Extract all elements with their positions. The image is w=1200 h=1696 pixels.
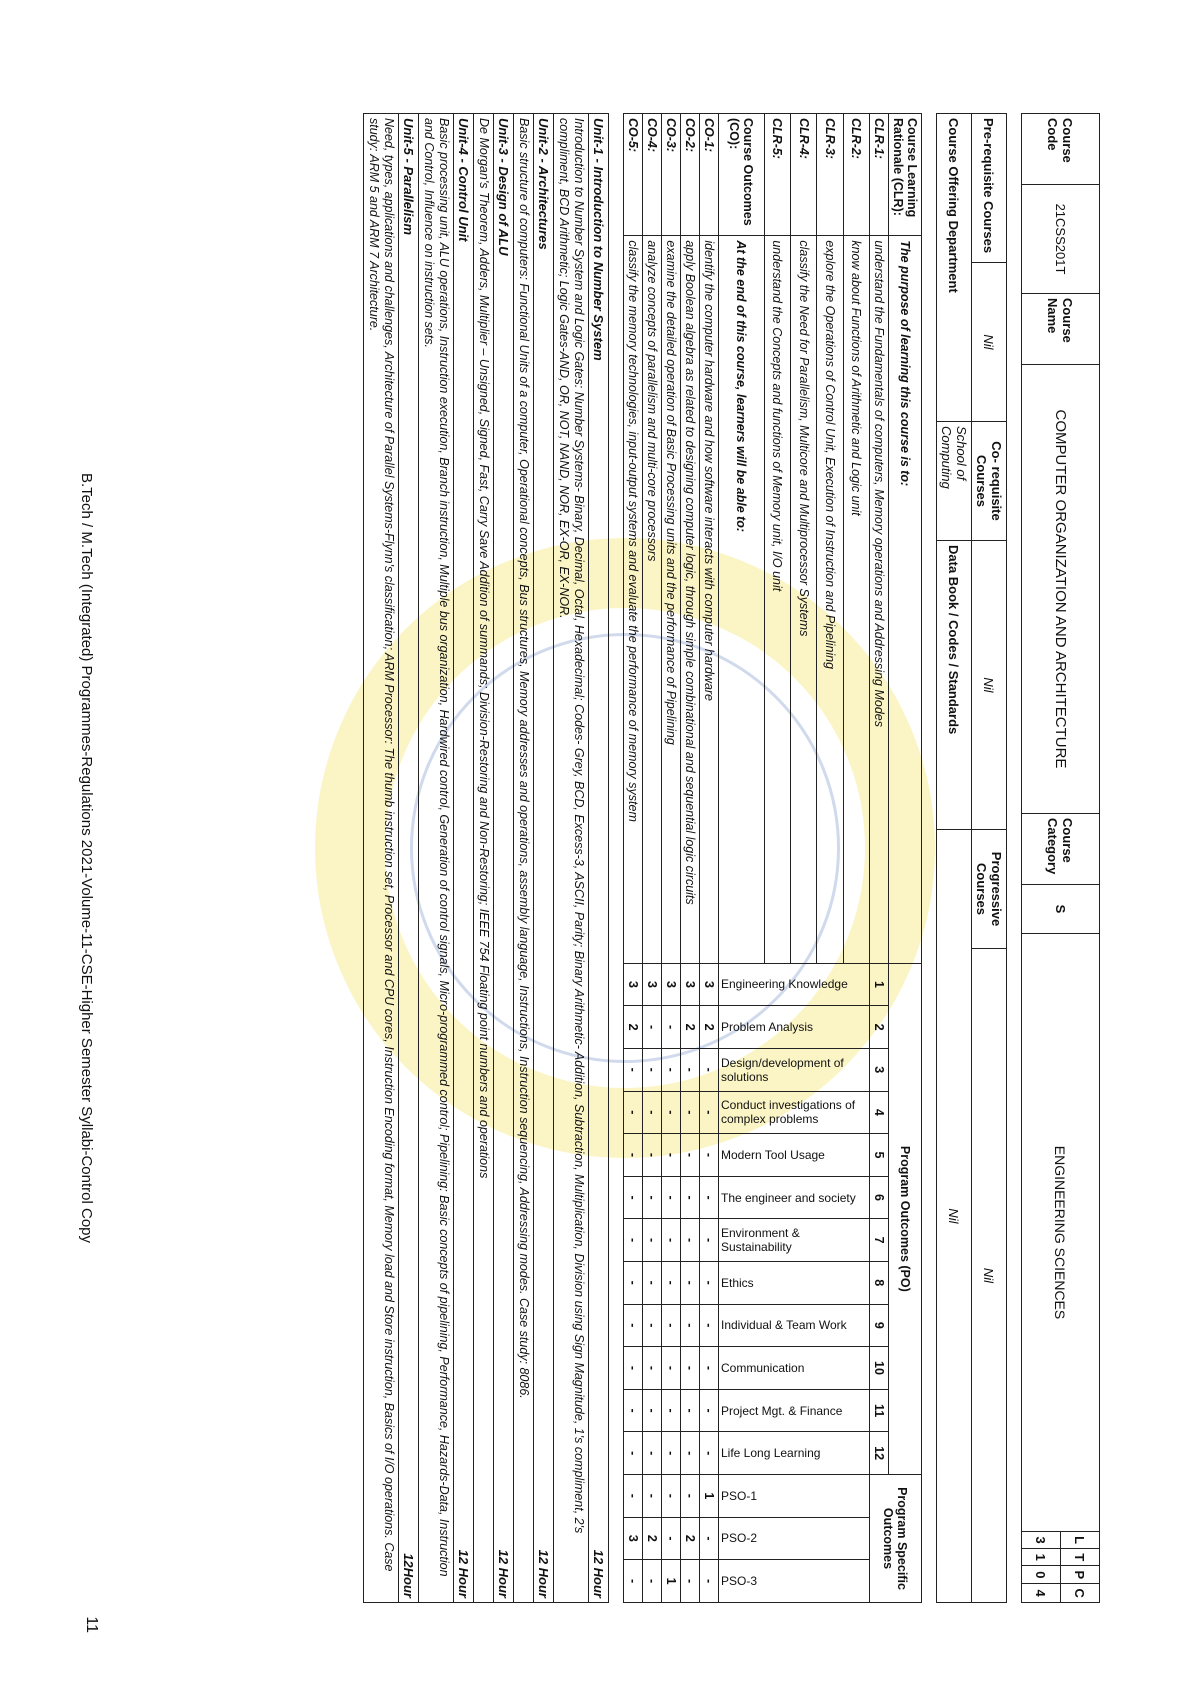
- co-po-value: -: [700, 1048, 719, 1091]
- unit-header: [589, 114, 609, 1603]
- pso-name: PSO-2: [719, 1517, 870, 1560]
- po-number: 12: [870, 1432, 889, 1475]
- co-code: CO-2:: [681, 114, 700, 236]
- co-po-value: 2: [624, 1006, 643, 1049]
- co-po-value: -: [681, 1219, 700, 1262]
- unit-header: [399, 114, 419, 1603]
- co-pso-value: -: [643, 1474, 662, 1517]
- co-po-value: -: [662, 1432, 681, 1475]
- course-header-table: [1021, 113, 1100, 1603]
- po-name: Ethics: [719, 1261, 870, 1304]
- pso-title: Program Specific Outcomes: [870, 1474, 922, 1602]
- co-po-value: -: [700, 1176, 719, 1219]
- prereq-label: Pre-requisite Courses: [972, 114, 1007, 263]
- co-po-value: -: [700, 1261, 719, 1304]
- co-po-value: -: [662, 1091, 681, 1134]
- co-po-value: 2: [681, 1006, 700, 1049]
- co-po-value: 3: [624, 963, 643, 1006]
- syllabus-document: [363, 113, 1100, 1603]
- ltpc-value-c: 4: [1033, 1589, 1049, 1597]
- unit-title: Unit-4 - Control Unit: [456, 118, 471, 242]
- ltpc-block: [1022, 1532, 1100, 1603]
- po-name: Project Mgt. & Finance: [719, 1389, 870, 1432]
- clr-code: CLR-2:: [843, 114, 869, 236]
- po-number: 10: [870, 1347, 889, 1390]
- course-name-label: Course Name: [1022, 294, 1100, 365]
- unit-hours: 12 Hour: [496, 1549, 511, 1598]
- co-row: [700, 114, 719, 1603]
- course-name: COMPUTER ORGANIZATION AND ARCHITECTURE: [1022, 365, 1100, 814]
- co-po-value: -: [681, 1091, 700, 1134]
- co-po-value: 3: [662, 963, 681, 1006]
- category-name: ENGINEERING SCIENCES: [1022, 934, 1100, 1532]
- units-table: [363, 113, 609, 1603]
- co-code: CO-4:: [643, 114, 662, 236]
- co-po-value: -: [643, 1006, 662, 1049]
- po-name: Communication: [719, 1347, 870, 1390]
- coreq-value: Nil: [972, 541, 1007, 830]
- co-po-value: -: [662, 1176, 681, 1219]
- ltpc-value-l: 3: [1022, 1532, 1061, 1549]
- co-po-value: -: [643, 1048, 662, 1091]
- co-pso-value: 3: [624, 1517, 643, 1560]
- page-number: 11: [83, 1616, 100, 1633]
- co-pso-value: -: [624, 1474, 643, 1517]
- unit-header-row: [399, 114, 419, 1603]
- co-po-value: -: [624, 1261, 643, 1304]
- unit-header-row: [534, 114, 554, 1603]
- co-code: CO-5:: [624, 114, 643, 236]
- clr-code: CLR-5:: [764, 114, 790, 236]
- co-po-value: -: [700, 1134, 719, 1177]
- co-label: Course Outcomes (CO):: [719, 114, 765, 236]
- co-intro: At the end of this course, learners will be able to:: [719, 236, 765, 963]
- prereq-value: Nil: [972, 263, 1007, 422]
- co-row: [681, 114, 700, 1603]
- co-pso-value: -: [700, 1560, 719, 1603]
- databook-label: Data Book / Codes / Standards: [937, 541, 972, 830]
- ltpc-label-c: C: [1061, 1584, 1100, 1602]
- co-pso-value: -: [700, 1517, 719, 1560]
- unit-header: [454, 114, 474, 1603]
- po-number: 9: [870, 1304, 889, 1347]
- clr-label: Course Learning Rationale (CLR):: [889, 114, 922, 236]
- co-po-value: -: [643, 1176, 662, 1219]
- co-po-value: -: [643, 1219, 662, 1262]
- unit-body: Introduction to Number System and Logic Gates: Number Systems- Binary, Decimal, Octal, Hexadecimal; Codes- Grey, BCD, Excess-3, ASCII, Parity; Binary Arithmetic- Addition, Subtraction, Multiplication, Division using Sign Magnitude, 1's compliment, 2's compliment, BCD Arithmetic; Logic Gates-AND, OR, NOT, NAND, NOR, EX-OR, EX-NOR.: [554, 114, 589, 1603]
- course-category-label: Course Category: [1022, 814, 1100, 885]
- co-po-value: 3: [681, 963, 700, 1006]
- clr-code: CLR-4:: [791, 114, 817, 236]
- co-po-value: -: [624, 1389, 643, 1432]
- co-text: apply Boolean algebra as related to designing computer logic, through simple combinational and sequential logic circuits: [681, 236, 700, 963]
- progressive-value: Nil: [972, 949, 1007, 1603]
- clr-code: CLR-3:: [817, 114, 843, 236]
- co-po-value: -: [624, 1048, 643, 1091]
- co-po-value: -: [662, 1347, 681, 1390]
- rotated-document: [40, 33, 1160, 1663]
- co-pso-value: -: [662, 1517, 681, 1560]
- unit-hours: 12Hour: [401, 1553, 416, 1598]
- co-po-value: -: [643, 1134, 662, 1177]
- co-po-value: -: [624, 1219, 643, 1262]
- co-po-value: -: [700, 1219, 719, 1262]
- co-pso-value: -: [643, 1560, 662, 1603]
- clr-code: CLR-1:: [870, 114, 889, 236]
- clr-text: understand the Fundamentals of computers, Memory operations and Addressing Modes: [870, 236, 889, 963]
- unit-hours: 12 Hour: [456, 1549, 471, 1598]
- co-po-value: -: [643, 1432, 662, 1475]
- co-po-value: -: [700, 1432, 719, 1475]
- ltpc-label-p: P: [1061, 1566, 1100, 1584]
- po-number: 2: [870, 1006, 889, 1049]
- co-po-value: -: [624, 1304, 643, 1347]
- co-po-value: -: [700, 1389, 719, 1432]
- co-po-value: -: [662, 1304, 681, 1347]
- po-name: Individual & Team Work: [719, 1304, 870, 1347]
- unit-header: [534, 114, 554, 1603]
- co-text: analyze concepts of parallelism and multi-core processors: [643, 236, 662, 963]
- co-po-value: -: [643, 1389, 662, 1432]
- po-name: Environment & Sustainability: [719, 1219, 870, 1262]
- unit-body: Need, types, applications and challenges, Architecture of Parallel Systems-Flynn's classification; ARM Processor: The thumb instruction set, Processor and CPU cores, Instruction Encoding format, Memory load and Store instruction, Basics of I/O operations. Case study: ARM 5 and ARM 7 Architecture.: [364, 114, 399, 1603]
- unit-header-row: [494, 114, 514, 1603]
- unit-body-row: [364, 114, 399, 1603]
- po-name: Design/development of solutions: [719, 1048, 870, 1091]
- clr-text: know about Functions of Arithmetic and Logic unit: [843, 236, 869, 963]
- co-po-value: -: [624, 1347, 643, 1390]
- co-po-value: -: [662, 1048, 681, 1091]
- co-pso-value: 2: [681, 1517, 700, 1560]
- unit-body-row: [474, 114, 494, 1603]
- co-pso-value: -: [681, 1560, 700, 1603]
- co-text: examine the detailed operation of Basic Processing units and the performance of Pipelining: [662, 236, 681, 963]
- co-po-value: 2: [700, 1006, 719, 1049]
- unit-hours: 12 Hour: [536, 1549, 551, 1598]
- course-category: S: [1022, 885, 1100, 934]
- co-po-value: -: [643, 1091, 662, 1134]
- unit-title: Unit-5 - Parallelism: [401, 118, 416, 236]
- co-po-value: -: [700, 1091, 719, 1134]
- co-po-value: 3: [700, 963, 719, 1006]
- co-code: CO-1:: [700, 114, 719, 236]
- co-po-value: -: [643, 1347, 662, 1390]
- course-code: 21CSS201T: [1022, 185, 1100, 294]
- po-number: 3: [870, 1048, 889, 1091]
- unit-body: Basic structure of computers: Functional Units of a computer, Operational concepts, Bus structures, Memory addresses and operations, assembly language, Instructions, Instruction sequencing, Addressing modes. Case study: 8086.: [514, 114, 534, 1603]
- co-pso-value: -: [681, 1474, 700, 1517]
- unit-header-row: [454, 114, 474, 1603]
- unit-header-row: [589, 114, 609, 1603]
- co-po-value: -: [700, 1347, 719, 1390]
- po-number: 1: [870, 963, 889, 1006]
- clr-text: classify the Need for Parallelism, Multicore and Multiprocessor Systems: [791, 236, 817, 963]
- co-po-value: -: [662, 1261, 681, 1304]
- co-pso-value: 1: [700, 1474, 719, 1517]
- unit-title: Unit-2 - Architectures: [536, 118, 551, 250]
- co-pso-value: -: [662, 1474, 681, 1517]
- co-po-value: -: [624, 1432, 643, 1475]
- co-po-value: 3: [643, 963, 662, 1006]
- co-rows: [624, 114, 719, 1603]
- co-text: identify the computer hardware and how software interacts with computer hardware: [700, 236, 719, 963]
- ltpc-label-t: T: [1061, 1549, 1100, 1566]
- co-pso-value: 2: [643, 1517, 662, 1560]
- databook-value: Nil: [937, 830, 972, 1603]
- co-row: [624, 114, 643, 1603]
- ltpc-value-p: 0: [1022, 1566, 1061, 1584]
- unit-title: Unit-1 - Introduction to Number System: [591, 118, 606, 361]
- co-code: CO-3:: [662, 114, 681, 236]
- progressive-label: Progressive Courses: [972, 830, 1007, 949]
- unit-body-row: [514, 114, 534, 1603]
- po-number: 4: [870, 1091, 889, 1134]
- co-po-value: -: [681, 1389, 700, 1432]
- co-row: [662, 114, 681, 1603]
- course-code-label: Course Code: [1022, 114, 1100, 185]
- po-name: Engineering Knowledge: [719, 963, 870, 1006]
- po-number: 5: [870, 1134, 889, 1177]
- co-po-value: -: [643, 1304, 662, 1347]
- co-po-value: -: [662, 1219, 681, 1262]
- dept-label: Course Offering Department: [937, 114, 972, 422]
- co-row: [643, 114, 662, 1603]
- co-pso-value: 1: [662, 1560, 681, 1603]
- coreq-label: Co- requisite Courses: [972, 422, 1007, 541]
- co-po-value: -: [624, 1176, 643, 1219]
- co-po-value: -: [681, 1347, 700, 1390]
- unit-hours: 12 Hour: [591, 1549, 606, 1598]
- po-number: 8: [870, 1261, 889, 1304]
- po-name: Modern Tool Usage: [719, 1134, 870, 1177]
- clr-text: understand the Concepts and functions of Memory unit, I/O unit: [764, 236, 790, 963]
- pso-name: PSO-1: [719, 1474, 870, 1517]
- co-po-value: -: [662, 1134, 681, 1177]
- prerequisite-table: [936, 113, 1007, 1603]
- pso-name: PSO-3: [719, 1560, 870, 1603]
- po-number: 6: [870, 1176, 889, 1219]
- co-po-value: -: [681, 1134, 700, 1177]
- unit-title: Unit-3 - Design of ALU: [496, 118, 511, 256]
- po-name: Problem Analysis: [719, 1006, 870, 1049]
- co-pso-value: -: [624, 1560, 643, 1603]
- clr-intro: The purpose of learning this course is to:: [889, 236, 922, 963]
- po-title: Program Outcomes (PO): [889, 963, 922, 1474]
- ltpc-label-l: L: [1061, 1532, 1100, 1549]
- co-po-value: -: [681, 1432, 700, 1475]
- clr-text: explore the Operations of Control Unit, Execution of Instruction and Pipelining: [817, 236, 843, 963]
- unit-header: [494, 114, 514, 1603]
- dept-value: School of Computing: [937, 422, 972, 541]
- po-number: 7: [870, 1219, 889, 1262]
- unit-body: Basic processing unit, ALU operations, Instruction execution, Branch instruction, Multiple bus organization, Hardwired control, Generation of control signals, Micro-programmed control; Pipelining: Basic concepts of pipelining, Performance, Hazards-Data, Instruction and Control, Influence on instruction sets.: [419, 114, 454, 1603]
- po-name: Conduct investigations of complex problems: [719, 1091, 870, 1134]
- co-po-value: -: [624, 1091, 643, 1134]
- co-po-value: -: [643, 1261, 662, 1304]
- co-po-value: -: [662, 1006, 681, 1049]
- unit-rows: [364, 114, 609, 1603]
- co-po-value: -: [700, 1304, 719, 1347]
- page-footer: B.Tech / M.Tech (Integrated) Programmes-Regulations 2021-Volume-11-CSE-Higher Semester Syllabi-Control Copy: [78, 472, 95, 1244]
- unit-body: De Morgan's Theorem, Adders, Multiplier – Unsigned, Signed, Fast, Carry Save Addition of summands; Division-Restoring and Non-Restoring; IEEE 754 Floating point numbers and operations: [474, 114, 494, 1603]
- outcomes-table: [623, 113, 922, 1603]
- co-po-value: -: [681, 1261, 700, 1304]
- po-name: The engineer and society: [719, 1176, 870, 1219]
- co-po-value: -: [681, 1176, 700, 1219]
- ltpc-value-t: 1: [1022, 1549, 1061, 1566]
- co-po-value: -: [681, 1048, 700, 1091]
- unit-body-row: [554, 114, 589, 1603]
- unit-body-row: [419, 114, 454, 1603]
- po-name: Life Long Learning: [719, 1432, 870, 1475]
- co-po-value: -: [681, 1304, 700, 1347]
- co-po-value: -: [662, 1389, 681, 1432]
- co-po-value: -: [624, 1134, 643, 1177]
- co-text: classify the memory technologies, input-output systems and evaluate the performance of memory system: [624, 236, 643, 963]
- po-number: 11: [870, 1389, 889, 1432]
